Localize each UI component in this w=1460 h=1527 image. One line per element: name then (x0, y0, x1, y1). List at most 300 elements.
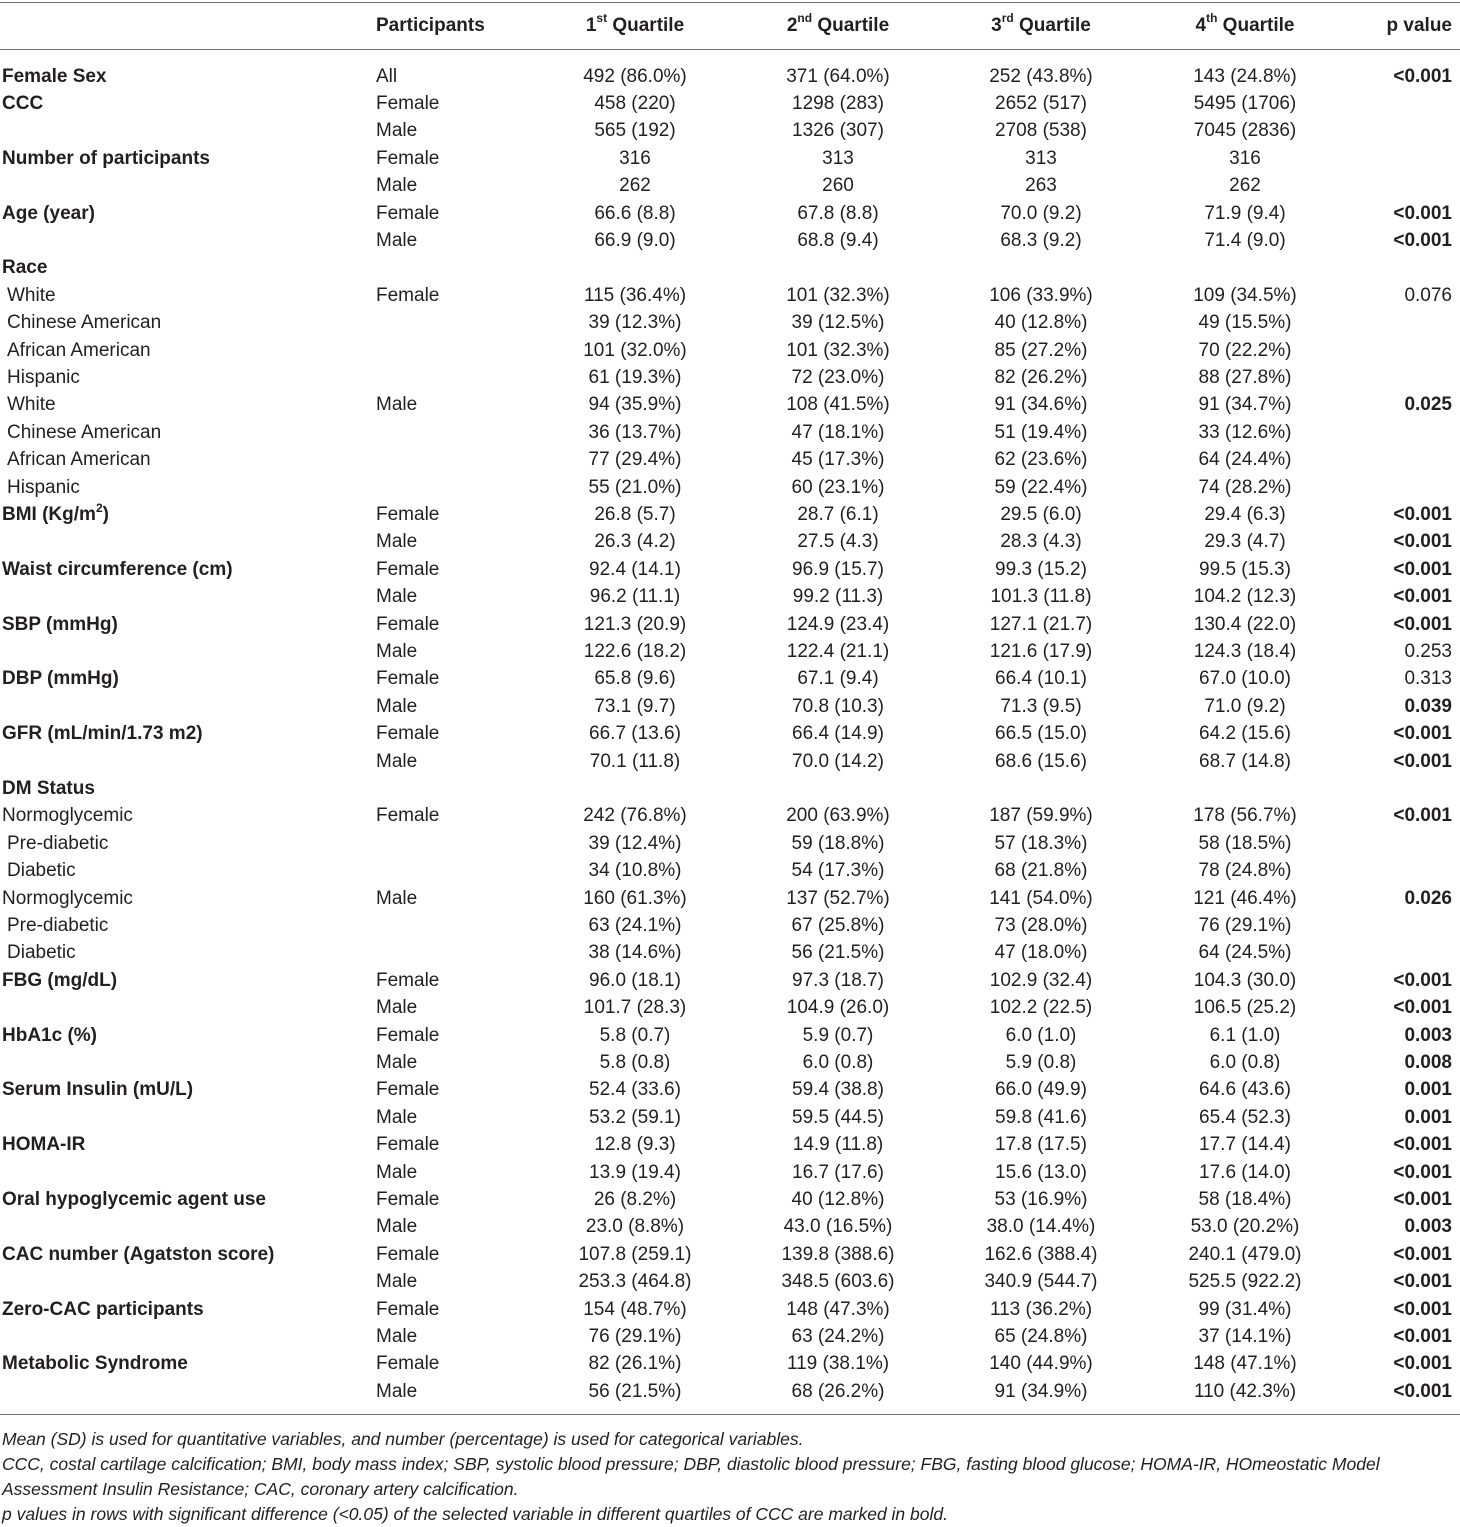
p-value-cell: <0.001 (1393, 229, 1452, 251)
participants-cell: Male (376, 1051, 418, 1073)
quartile-4-cell: 29.3 (4.7) (1204, 531, 1286, 553)
row-label: Age (year) (2, 202, 95, 224)
quartile-2-cell: 67.8 (8.8) (797, 202, 879, 224)
quartile-4-cell: 262 (1229, 175, 1261, 197)
participants-cell: Female (376, 969, 440, 991)
p-value-cell: <0.001 (1393, 1161, 1452, 1183)
quartile-1-cell: 96.2 (11.1) (589, 586, 681, 608)
row-label: Hispanic (7, 476, 80, 498)
quartile-1-cell: 70.1 (11.8) (589, 750, 681, 772)
quartile-3-cell: 82 (26.2%) (994, 366, 1088, 388)
row-label: Race (2, 257, 48, 279)
quartile-3-cell: 141 (54.0%) (989, 887, 1093, 909)
table-row (0, 501, 1460, 528)
quartile-2-cell: 59 (18.8%) (791, 832, 885, 854)
quartile-1-cell: 5.8 (0.7) (599, 1024, 671, 1046)
quartile-2-cell: 67 (25.8%) (791, 914, 885, 936)
quartile-3-cell: 91 (34.6%) (994, 394, 1088, 416)
p-value-cell: <0.001 (1393, 503, 1452, 525)
quartile-1-cell: 492 (86.0%) (583, 65, 687, 87)
quartile-2-cell: 27.5 (4.3) (797, 531, 879, 553)
participants-cell: Female (376, 1024, 440, 1046)
quartile-2-cell: 1298 (283) (792, 92, 884, 114)
row-label: Diabetic (7, 942, 76, 964)
table-row (0, 528, 1460, 555)
quartile-1-cell: 53.2 (59.1) (589, 1106, 681, 1128)
quartile-2-cell: 28.7 (6.1) (797, 503, 879, 525)
row-label: Female Sex (2, 65, 107, 87)
table-row (0, 1131, 1460, 1158)
quartile-2-cell: 122.4 (21.1) (786, 640, 890, 662)
quartile-1-cell: 122.6 (18.2) (583, 640, 687, 662)
quartile-3-cell: 252 (43.8%) (989, 65, 1093, 87)
participants-cell: Female (376, 1353, 440, 1375)
quartile-4-cell: 106.5 (25.2) (1193, 997, 1297, 1019)
row-label: Metabolic Syndrome (2, 1353, 188, 1375)
row-label: Diabetic (7, 860, 76, 882)
header-q3: 3rd Quartile (991, 10, 1091, 36)
participants-cell: Male (376, 640, 418, 662)
table-row (0, 1268, 1460, 1295)
quartile-4-cell: 64.6 (43.6) (1199, 1079, 1291, 1101)
row-label: SBP (mmHg) (2, 613, 118, 635)
quartile-1-cell: 26.8 (5.7) (594, 503, 676, 525)
quartile-4-cell: 78 (24.8%) (1198, 860, 1292, 882)
p-value-cell: 0.076 (1404, 284, 1452, 306)
row-label: BMI $(Kg/m^2)$ (2, 500, 109, 525)
table-footnotes (2, 1427, 1458, 1527)
quartile-2-cell: 40 (12.8%) (791, 1188, 885, 1210)
quartile-4-cell: 109 (34.5%) (1193, 284, 1297, 306)
quartile-4-cell: 130.4 (22.0) (1193, 613, 1297, 635)
quartile-1-cell: 94 (35.9%) (588, 394, 682, 416)
p-value-cell: <0.001 (1393, 750, 1452, 772)
quartile-3-cell: 38.0 (14.4%) (986, 1216, 1096, 1238)
quartile-2-cell: 68.8 (9.4) (797, 229, 879, 251)
quartile-2-cell: 108 (41.5%) (786, 394, 890, 416)
row-label: DBP (mmHg) (2, 668, 119, 690)
quartile-1-cell: 76 (29.1%) (588, 1325, 682, 1347)
table-row (0, 200, 1460, 227)
participants-cell: Female (376, 147, 440, 169)
table-row (0, 90, 1460, 117)
participants-cell: Male (376, 586, 418, 608)
table-row (0, 967, 1460, 994)
quartile-3-cell: 59.8 (41.6) (995, 1106, 1087, 1128)
quartile-1-cell: 77 (29.4%) (588, 449, 682, 471)
quartile-4-cell: 74 (28.2%) (1198, 476, 1292, 498)
quartile-1-cell: 26.3 (4.2) (594, 531, 676, 553)
p-value-cell: 0.001 (1404, 1106, 1452, 1128)
row-label: HbA1c (%) (2, 1024, 98, 1046)
quartile-1-cell: 39 (12.4%) (588, 832, 682, 854)
participants-cell: Male (376, 1161, 418, 1183)
quartile-2-cell: 60 (23.1%) (791, 476, 885, 498)
quartile-4-cell: 104.3 (30.0) (1193, 969, 1297, 991)
quartile-4-cell: 99.5 (15.3) (1199, 558, 1291, 580)
table-row (0, 748, 1460, 775)
quartile-1-cell: 34 (10.8%) (588, 860, 682, 882)
table-row (0, 665, 1460, 692)
p-value-cell: <0.001 (1393, 969, 1452, 991)
row-label: Number of participants (2, 147, 210, 169)
quartile-3-cell: 15.6 (13.0) (995, 1161, 1087, 1183)
table-header-rule (0, 49, 1460, 50)
quartile-4-cell: 525.5 (922.2) (1188, 1271, 1302, 1293)
quartile-4-cell: 76 (29.1%) (1198, 914, 1292, 936)
quartile-3-cell: 101.3 (11.8) (990, 586, 1092, 608)
quartile-3-cell: 340.9 (544.7) (984, 1271, 1098, 1293)
quartile-3-cell: 51 (19.4%) (994, 421, 1088, 443)
p-value-cell: <0.001 (1393, 65, 1452, 87)
p-value-cell: <0.001 (1393, 1298, 1452, 1320)
quartile-4-cell: 110 (42.3%) (1193, 1380, 1297, 1402)
table-row (0, 775, 1460, 802)
quartile-1-cell: 38 (14.6%) (588, 942, 682, 964)
quartile-3-cell: 162.6 (388.4) (984, 1243, 1098, 1265)
quartile-2-cell: 66.4 (14.9) (792, 723, 884, 745)
quartile-2-cell: 124.9 (23.4) (786, 613, 890, 635)
quartile-2-cell: 14.9 (11.8) (792, 1134, 884, 1156)
p-value-cell: <0.001 (1393, 613, 1452, 635)
quartile-1-cell: 55 (21.0%) (588, 476, 682, 498)
quartile-4-cell: 148 (47.1%) (1193, 1353, 1297, 1375)
p-value-cell: 0.025 (1404, 394, 1452, 416)
quartile-1-cell: 13.9 (19.4) (589, 1161, 681, 1183)
p-value-cell: <0.001 (1393, 1325, 1452, 1347)
table-row (0, 474, 1460, 501)
row-label: DM Status (2, 777, 95, 799)
quartile-2-cell: 260 (822, 175, 854, 197)
quartile-1-cell: 242 (76.8%) (583, 805, 687, 827)
table-row (0, 556, 1460, 583)
quartile-4-cell: 58 (18.4%) (1198, 1188, 1292, 1210)
quartile-2-cell: 348.5 (603.6) (781, 1271, 895, 1293)
quartile-1-cell: 565 (192) (594, 120, 676, 142)
quartile-2-cell: 139.8 (388.6) (781, 1243, 895, 1265)
quartile-3-cell: 91 (34.9%) (994, 1380, 1088, 1402)
participants-cell: Female (376, 613, 440, 635)
quartile-1-cell: 73.1 (9.7) (594, 695, 676, 717)
quartile-2-cell: 104.9 (26.0) (786, 997, 890, 1019)
table-row (0, 939, 1460, 966)
table-row (0, 309, 1460, 336)
quartile-1-cell: 115 (36.4%) (583, 284, 687, 306)
quartile-2-cell: 16.7 (17.6) (792, 1161, 884, 1183)
p-value-cell: <0.001 (1393, 805, 1452, 827)
participants-cell: Male (376, 997, 418, 1019)
quartile-2-cell: 56 (21.5%) (791, 942, 885, 964)
quartile-2-cell: 371 (64.0%) (786, 65, 890, 87)
quartile-3-cell: 73 (28.0%) (994, 914, 1088, 936)
row-label: CCC (2, 92, 44, 114)
table-top-rule (0, 2, 1460, 3)
quartile-2-cell: 137 (52.7%) (786, 887, 890, 909)
quartile-1-cell: 262 (619, 175, 651, 197)
p-value-cell: 0.003 (1404, 1024, 1452, 1046)
row-label: Chinese American (7, 421, 162, 443)
table-row (0, 337, 1460, 364)
quartile-4-cell: 71.4 (9.0) (1204, 229, 1286, 251)
quartile-2-cell: 70.8 (10.3) (792, 695, 884, 717)
table-row (0, 1159, 1460, 1186)
p-value-cell: <0.001 (1393, 202, 1452, 224)
quartile-3-cell: 6.0 (1.0) (1005, 1024, 1077, 1046)
quartile-3-cell: 85 (27.2%) (994, 339, 1088, 361)
table-row (0, 638, 1460, 665)
participants-cell: Male (376, 1271, 418, 1293)
header-q1: 1st Quartile (585, 10, 685, 36)
table-row (0, 693, 1460, 720)
row-label: African American (7, 339, 151, 361)
table-row (0, 1213, 1460, 1240)
quartile-2-cell: 101 (32.3%) (786, 284, 890, 306)
table-row (0, 172, 1460, 199)
quartile-3-cell: 113 (36.2%) (989, 1298, 1093, 1320)
row-label: Serum Insulin (mU/L) (2, 1079, 194, 1101)
row-label: African American (7, 449, 151, 471)
quartile-1-cell: 316 (619, 147, 651, 169)
participants-cell: Female (376, 558, 440, 580)
quartile-3-cell: 68.3 (9.2) (1000, 229, 1082, 251)
p-value-cell: 0.253 (1404, 640, 1452, 662)
participants-cell: Female (376, 1243, 440, 1265)
quartile-1-cell: 107.8 (259.1) (578, 1243, 692, 1265)
participants-cell: Male (376, 887, 418, 909)
quartile-1-cell: 121.3 (20.9) (583, 613, 687, 635)
quartile-3-cell: 106 (33.9%) (989, 284, 1093, 306)
p-value-cell: 0.026 (1404, 887, 1452, 909)
quartile-4-cell: 240.1 (479.0) (1188, 1243, 1302, 1265)
quartile-2-cell: 6.0 (0.8) (802, 1051, 874, 1073)
quartile-3-cell: 59 (22.4%) (994, 476, 1088, 498)
quartile-2-cell: 39 (12.5%) (791, 312, 885, 334)
participants-cell: Female (376, 284, 440, 306)
quartile-2-cell: 54 (17.3%) (791, 860, 885, 882)
quartile-1-cell: 66.7 (13.6) (589, 723, 681, 745)
table-row (0, 1104, 1460, 1131)
quartile-4-cell: 65.4 (52.3) (1199, 1106, 1291, 1128)
participants-cell: Male (376, 120, 418, 142)
quartile-1-cell: 253.3 (464.8) (578, 1271, 692, 1293)
row-label: Hispanic (7, 366, 80, 388)
p-value-cell: <0.001 (1393, 558, 1452, 580)
header-participants: Participants (376, 15, 485, 36)
footnote: p values in rows with significant difference (<0.05) of the selected variable in different quartiles of CCC are marked in bold. (2, 1504, 948, 1524)
quartile-1-cell: 101 (32.0%) (583, 339, 687, 361)
quartile-1-cell: 5.8 (0.8) (599, 1051, 671, 1073)
quartile-2-cell: 148 (47.3%) (786, 1298, 890, 1320)
quartile-3-cell: 53 (16.9%) (994, 1188, 1088, 1210)
quartile-2-cell: 59.5 (44.5) (792, 1106, 884, 1128)
quartile-4-cell: 316 (1229, 147, 1261, 169)
participants-cell: Female (376, 723, 440, 745)
quartile-2-cell: 1326 (307) (792, 120, 884, 142)
table-row (0, 1241, 1460, 1268)
quartile-3-cell: 66.5 (15.0) (995, 723, 1087, 745)
quartile-3-cell: 2652 (517) (995, 92, 1087, 114)
table-row (0, 885, 1460, 912)
p-value-cell: <0.001 (1393, 1243, 1452, 1265)
row-label: Pre-diabetic (7, 832, 109, 854)
table-row (0, 117, 1460, 144)
quartile-1-cell: 154 (48.7%) (583, 1298, 687, 1320)
table-row (0, 63, 1460, 90)
table-row (0, 1350, 1460, 1377)
row-label: Normoglycemic (2, 805, 133, 827)
quartile-3-cell: 57 (18.3%) (994, 832, 1088, 854)
quartile-3-cell: 68 (21.8%) (994, 860, 1088, 882)
footnote: CCC, costal cartilage calcification; BMI, body mass index; SBP, systolic blood pressure; DBP, diastolic blood pressure; FBG, fasting blood glucose; HOMA-IR, HOmeostatic Model Assessment Insulin Resistance; CAC, coronary artery calcification. (2, 1454, 1380, 1499)
quartile-3-cell: 40 (12.8%) (994, 312, 1088, 334)
participants-cell: Female (376, 668, 440, 690)
row-label: Normoglycemic (2, 887, 133, 909)
table-bottom-rule (0, 1414, 1460, 1415)
row-label: HOMA-IR (2, 1134, 86, 1156)
p-value-cell: <0.001 (1393, 531, 1452, 553)
quartile-4-cell: 143 (24.8%) (1193, 65, 1297, 87)
quartile-3-cell: 127.1 (21.7) (989, 613, 1093, 635)
quartile-3-cell: 2708 (538) (995, 120, 1087, 142)
quartile-4-cell: 178 (56.7%) (1193, 805, 1297, 827)
quartile-3-cell: 102.9 (32.4) (989, 969, 1093, 991)
participants-cell: Male (376, 750, 418, 772)
quartile-4-cell: 104.2 (12.3) (1193, 586, 1297, 608)
quartile-2-cell: 67.1 (9.4) (797, 668, 879, 690)
quartile-3-cell: 187 (59.9%) (989, 805, 1093, 827)
p-value-cell: <0.001 (1393, 1380, 1452, 1402)
quartile-4-cell: 91 (34.7%) (1198, 394, 1292, 416)
row-label: Waist circumference (cm) (2, 558, 233, 580)
participants-cell: Female (376, 202, 440, 224)
p-value-cell: 0.001 (1404, 1079, 1452, 1101)
table-row (0, 1186, 1460, 1213)
quartile-4-cell: 53.0 (20.2%) (1190, 1216, 1300, 1238)
participants-cell: Female (376, 92, 440, 114)
participants-cell: Female (376, 805, 440, 827)
row-label: White (7, 394, 56, 416)
p-value-cell: 0.313 (1404, 668, 1452, 690)
p-value-cell: <0.001 (1393, 723, 1452, 745)
p-value-cell: <0.001 (1393, 1353, 1452, 1375)
participants-cell: Male (376, 1216, 418, 1238)
table-row (0, 857, 1460, 884)
participants-cell: Female (376, 503, 440, 525)
quartile-4-cell: 33 (12.6%) (1198, 421, 1292, 443)
row-label: Zero-CAC participants (2, 1298, 204, 1320)
participants-cell: Male (376, 175, 418, 197)
quartile-3-cell: 28.3 (4.3) (1000, 531, 1082, 553)
quartile-2-cell: 200 (63.9%) (786, 805, 890, 827)
table-row (0, 419, 1460, 446)
participants-cell: Male (376, 229, 418, 251)
quartile-4-cell: 5495 (1706) (1193, 92, 1297, 114)
row-label: White (7, 284, 56, 306)
participants-cell: Male (376, 394, 418, 416)
quartile-4-cell: 121 (46.4%) (1193, 887, 1297, 909)
quartile-2-cell: 63 (24.2%) (791, 1325, 885, 1347)
row-label: Pre-diabetic (7, 914, 109, 936)
table-row (0, 254, 1460, 281)
quartile-4-cell: 7045 (2836) (1193, 120, 1297, 142)
table-row (0, 802, 1460, 829)
quartile-4-cell: 64 (24.4%) (1198, 449, 1292, 471)
table-row (0, 1323, 1460, 1350)
table-row (0, 391, 1460, 418)
participants-cell: Female (376, 1188, 440, 1210)
quartile-1-cell: 65.8 (9.6) (594, 668, 676, 690)
quartile-4-cell: 68.7 (14.8) (1199, 750, 1291, 772)
p-value-cell: <0.001 (1393, 1134, 1452, 1156)
p-value-cell: 0.003 (1404, 1216, 1452, 1238)
quartile-1-cell: 26 (8.2%) (593, 1188, 677, 1210)
quartile-3-cell: 70.0 (9.2) (1000, 202, 1082, 224)
quartile-4-cell: 124.3 (18.4) (1193, 640, 1297, 662)
participants-cell: Female (376, 1298, 440, 1320)
quartile-3-cell: 47 (18.0%) (994, 942, 1088, 964)
quartile-4-cell: 70 (22.2%) (1198, 339, 1292, 361)
quartile-4-cell: 49 (15.5%) (1198, 312, 1292, 334)
table-row (0, 282, 1460, 309)
quartile-2-cell: 99.2 (11.3) (792, 586, 884, 608)
quartile-4-cell: 71.0 (9.2) (1204, 695, 1286, 717)
table-row (0, 1378, 1460, 1405)
quartile-4-cell: 67.0 (10.0) (1199, 668, 1291, 690)
table-row (0, 1296, 1460, 1323)
table-row (0, 994, 1460, 1021)
quartile-4-cell: 17.6 (14.0) (1199, 1161, 1291, 1183)
participants-cell: Male (376, 531, 418, 553)
quartile-3-cell: 71.3 (9.5) (1000, 695, 1082, 717)
quartile-2-cell: 68 (26.2%) (791, 1380, 885, 1402)
table-row (0, 227, 1460, 254)
p-value-cell: <0.001 (1393, 586, 1452, 608)
quartile-3-cell: 68.6 (15.6) (995, 750, 1087, 772)
row-label: CAC number (Agatston score) (2, 1243, 275, 1265)
quartile-1-cell: 12.8 (9.3) (594, 1134, 676, 1156)
quartile-1-cell: 23.0 (8.8%) (585, 1216, 685, 1238)
quartile-2-cell: 59.4 (38.8) (792, 1079, 884, 1101)
row-label: GFR (mL/min/1.73 m2) (2, 723, 203, 745)
quartile-2-cell: 97.3 (18.7) (792, 969, 884, 991)
quartile-1-cell: 63 (24.1%) (588, 914, 682, 936)
quartile-1-cell: 36 (13.7%) (588, 421, 682, 443)
table-row (0, 1022, 1460, 1049)
quartile-4-cell: 71.9 (9.4) (1204, 202, 1286, 224)
p-value-cell: <0.001 (1393, 1271, 1452, 1293)
table-row (0, 830, 1460, 857)
p-value-cell: <0.001 (1393, 1188, 1452, 1210)
quartile-2-cell: 72 (23.0%) (791, 366, 885, 388)
quartile-4-cell: 6.1 (1.0) (1209, 1024, 1281, 1046)
quartile-1-cell: 56 (21.5%) (588, 1380, 682, 1402)
table-row (0, 611, 1460, 638)
quartile-2-cell: 96.9 (15.7) (792, 558, 884, 580)
quartile-2-cell: 43.0 (16.5%) (783, 1216, 893, 1238)
footnote: Mean (SD) is used for quantitative variables, and number (percentage) is used for categorical variables. (2, 1429, 804, 1449)
quartile-4-cell: 99 (31.4%) (1198, 1298, 1292, 1320)
participants-cell: All (376, 65, 398, 87)
quartile-2-cell: 45 (17.3%) (791, 449, 885, 471)
table-row (0, 364, 1460, 391)
table-row (0, 1076, 1460, 1103)
header-q4: 4th Quartile (1195, 10, 1295, 36)
quartile-2-cell: 5.9 (0.7) (802, 1024, 874, 1046)
quartile-4-cell: 64.2 (15.6) (1199, 723, 1291, 745)
row-label: Chinese American (7, 312, 162, 334)
quartile-3-cell: 66.0 (49.9) (995, 1079, 1087, 1101)
quartile-1-cell: 39 (12.3%) (588, 312, 682, 334)
